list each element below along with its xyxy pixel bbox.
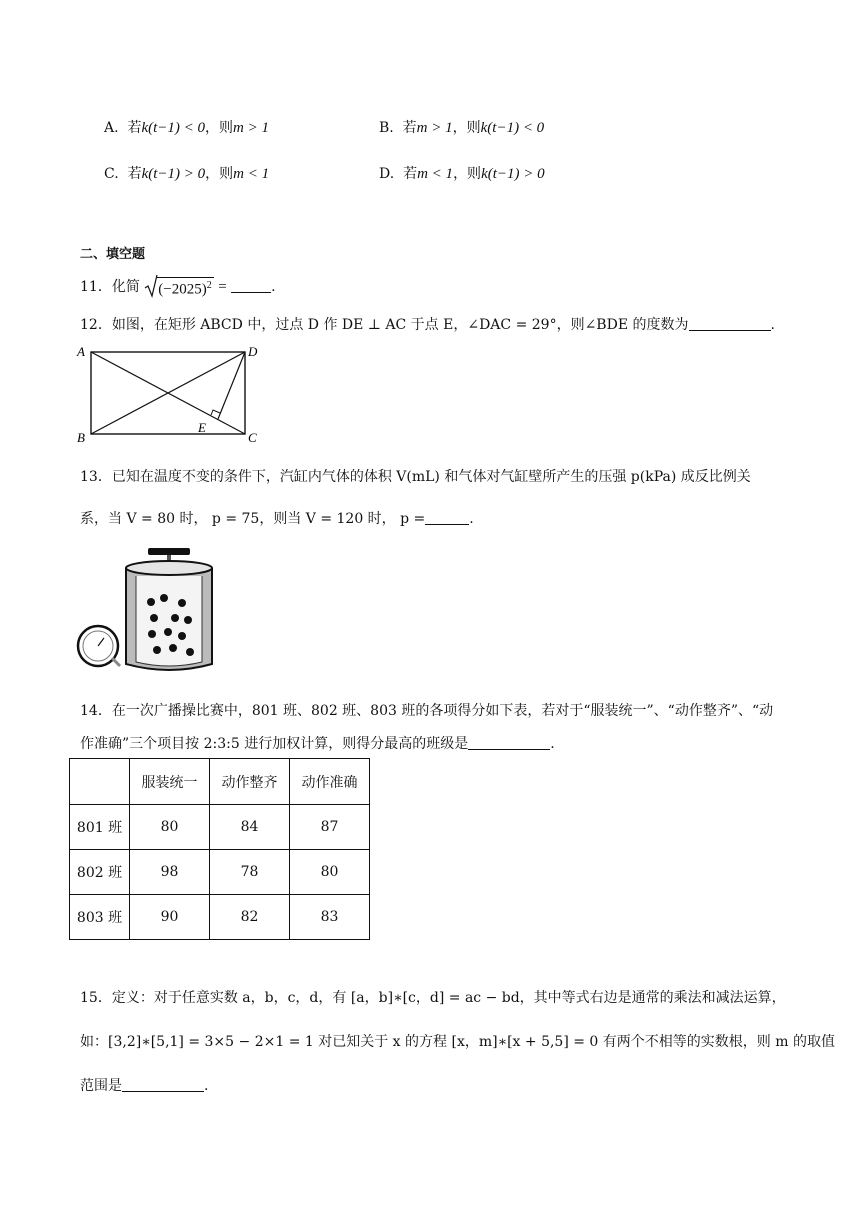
question-15-line-2: 如：[3,2]∗[5,1] = 3×5 − 2×1 = 1 对已知关于 x 的方程 [x，m]∗[x + 5,5] = 0 有两个不相等的实数根，则 m 的取值 — [80, 1034, 835, 1050]
table-cell: 98 — [130, 850, 210, 895]
table-header-cell: 动作准确 — [290, 759, 370, 805]
option-label: C. — [104, 166, 119, 182]
option-label: B. — [379, 120, 394, 136]
option-a: A. 若k(t−1) < 0，则m > 1 — [104, 120, 269, 136]
question-14-line-2: 作准确”三个项目按 2:3:5 进行加权计算，则得分最高的班级是 . — [80, 736, 555, 752]
question-number: 14． — [80, 703, 112, 719]
radical-sign-icon — [144, 274, 158, 298]
right-angle-mark — [211, 410, 220, 415]
gas-cylinder-illustration — [76, 540, 216, 676]
question-15-line-1: 15．定义：对于任意实数 a，b，c，d，有 [a，b]∗[c，d] = ac − bd，其中等式右边是通常的乘法和减法运算， — [80, 990, 786, 1006]
question-15-line-3: 范围是 . — [80, 1078, 209, 1094]
question-number: 15． — [80, 990, 112, 1006]
answer-blank[interactable] — [689, 316, 771, 331]
pressure-gauge-icon — [78, 626, 120, 666]
question-11: 11．化简 $(-2025)^2$ = . — [80, 276, 276, 299]
table-cell: 801 班 — [70, 805, 130, 850]
answer-blank[interactable] — [122, 1077, 204, 1092]
table-row — [70, 895, 370, 940]
question-13-line-2: 系，当 V = 80 时， p = 75，则当 V = 120 时， p = . — [80, 511, 474, 527]
answer-blank[interactable] — [231, 278, 271, 293]
table-cell: 802 班 — [70, 850, 130, 895]
label-e: E — [198, 420, 206, 435]
table-cell: 80 — [290, 850, 370, 895]
option-c: C. 若k(t−1) > 0，则m < 1 — [104, 166, 270, 182]
table-row — [70, 850, 370, 895]
option-d: D. 若m < 1，则k(t−1) > 0 — [379, 166, 545, 182]
table-header-cell: 服装统一 — [130, 759, 210, 805]
scores-table — [69, 758, 370, 940]
cylinder-icon — [126, 561, 212, 670]
option-label: D. — [379, 166, 395, 182]
option-label: A. — [104, 120, 119, 136]
table-header-row — [70, 759, 370, 805]
segment-de — [218, 352, 245, 419]
table-cell: 78 — [210, 850, 290, 895]
question-number: 11． — [80, 279, 112, 295]
table-cell: 803 班 — [70, 895, 130, 940]
table-cell: 83 — [290, 895, 370, 940]
label-c: C — [248, 430, 257, 445]
table-header-cell: 动作整齐 — [210, 759, 290, 805]
label-b: B — [77, 430, 85, 445]
label-a: A — [77, 344, 85, 359]
table-row — [70, 805, 370, 850]
table-cell: 87 — [290, 805, 370, 850]
question-12: 12．如图，在矩形 ABCD 中，过点 D 作 DE ⊥ AC 于点 E，∠DAC = 29°，则∠BDE 的度数为 . — [80, 317, 775, 333]
question-number: 12． — [80, 317, 112, 333]
table-cell: 80 — [130, 805, 210, 850]
section-title: 二、填空题 — [80, 247, 146, 262]
rectangle-figure — [76, 342, 276, 446]
table-cell: 84 — [210, 805, 290, 850]
question-13-line-1: 13．已知在温度不变的条件下，汽缸内气体的体积 V(mL) 和气体对气缸壁所产生的压强 p(kPa) 成反比例关 — [80, 469, 751, 485]
answer-blank[interactable] — [468, 735, 550, 750]
table-cell: 90 — [130, 895, 210, 940]
table-cell: 82 — [210, 895, 290, 940]
table-header-cell — [70, 759, 130, 805]
label-d: D — [248, 344, 258, 359]
option-b: B. 若m > 1，则k(t−1) < 0 — [379, 120, 545, 136]
answer-blank[interactable] — [425, 510, 469, 525]
question-14-line-1: 14．在一次广播操比赛中，801 班、802 班、803 班的各项得分如下表，若对于“服装统一”、“动作整齐”、“动 — [80, 703, 774, 719]
sqrt-expression: $(-2025)^2$ — [144, 277, 213, 299]
question-number: 13． — [80, 469, 112, 485]
